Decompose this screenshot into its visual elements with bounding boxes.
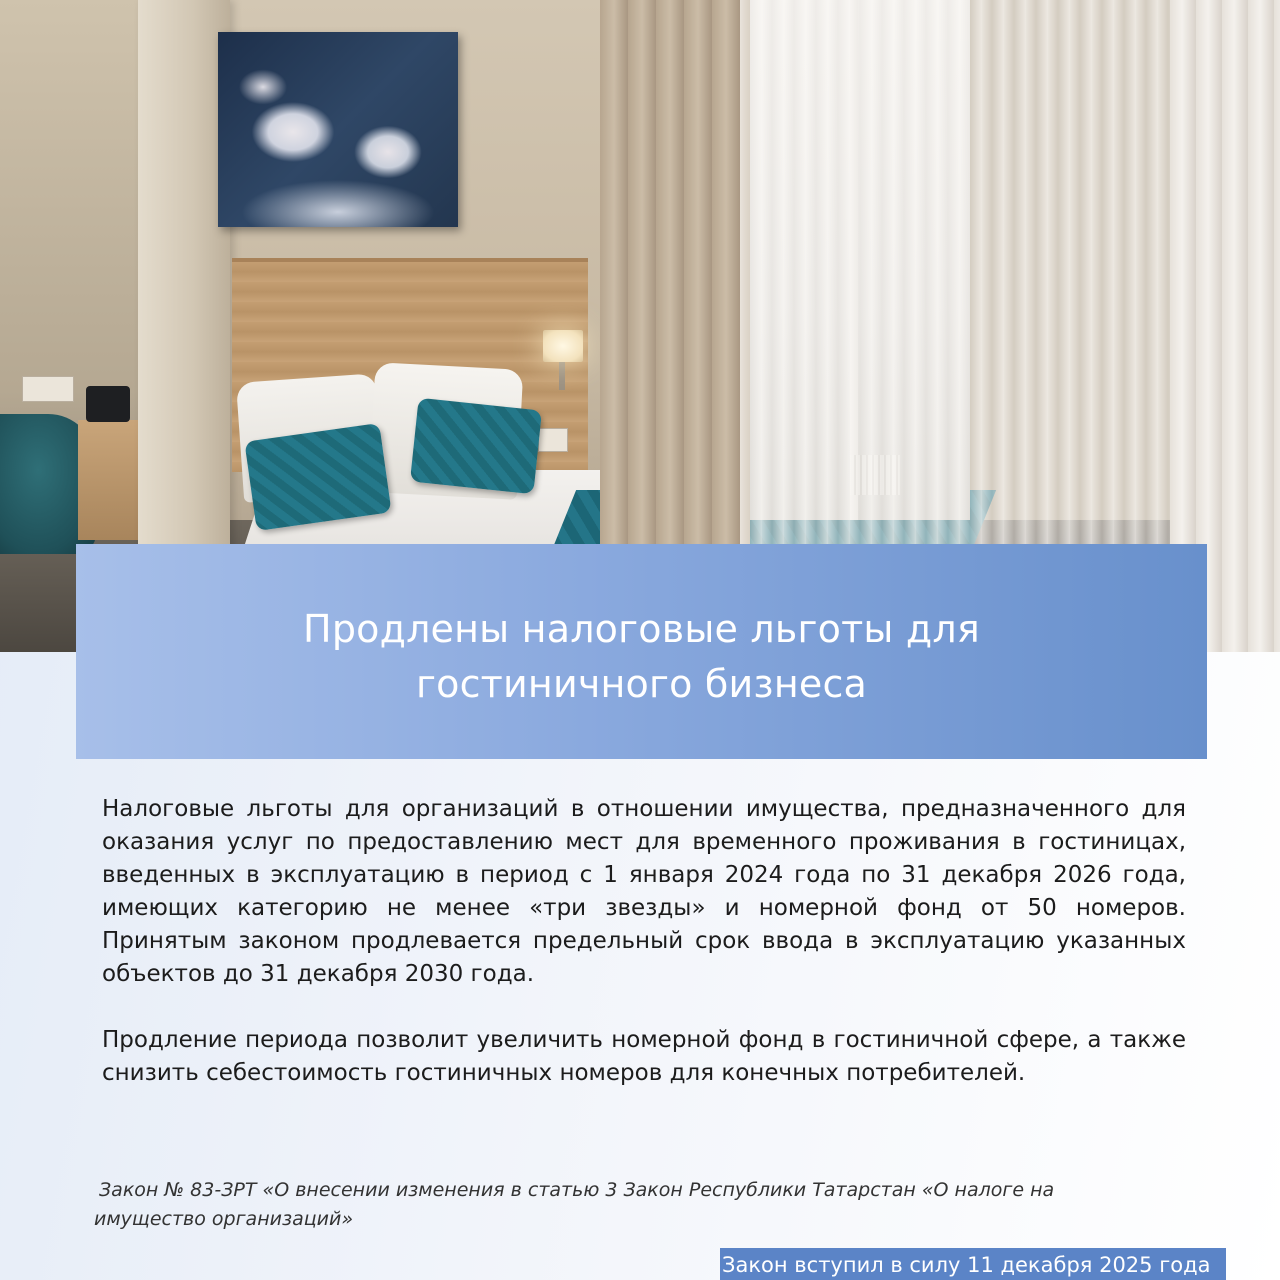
teal-pillow bbox=[244, 423, 391, 531]
page-title: Продлены налоговые льготы для гостиничного бизнеса bbox=[303, 606, 980, 706]
title-banner bbox=[76, 544, 1207, 759]
lamp-arm bbox=[559, 362, 565, 390]
wall-pillar bbox=[138, 0, 230, 560]
wall-lamp bbox=[543, 330, 583, 362]
desk-phone bbox=[86, 386, 130, 422]
article-body bbox=[102, 793, 1186, 1090]
effective-date-badge: Закон вступил в силу 11 декабря 2025 года bbox=[720, 1248, 1226, 1280]
law-reference: Закон № 83-ЗРТ «О внесении изменения в статью 3 Закон Республики Татарстан «О налоге на имущество организаций» bbox=[94, 1179, 1055, 1230]
flower-painting bbox=[218, 32, 458, 227]
wall-outlet bbox=[538, 428, 568, 452]
wall-outlet-left bbox=[22, 376, 74, 402]
curtain bbox=[600, 0, 750, 600]
paragraph: Продление периода позволит увеличить номерной фонд в гостиничной сфере, а также снизить себестоимость гостиничных номеров для конечных потребителей. bbox=[102, 1027, 1186, 1086]
teal-pillow bbox=[410, 398, 542, 495]
paragraph: Налоговые льготы для организаций в отношении имущества, предназначенного для оказания услуг по предоставлению мест для временного проживания в гостиницах, введенных в эксплуатацию в период с 1 января 2024 года по 31 декабря 2026 года, имеющих категорию не менее «три звезды» и номерной фонд от 50 номеров. Принятым законом продлевается предельный срок ввода в эксплуатацию указанных объектов до 31 декабря 2030 года. bbox=[102, 796, 1186, 987]
